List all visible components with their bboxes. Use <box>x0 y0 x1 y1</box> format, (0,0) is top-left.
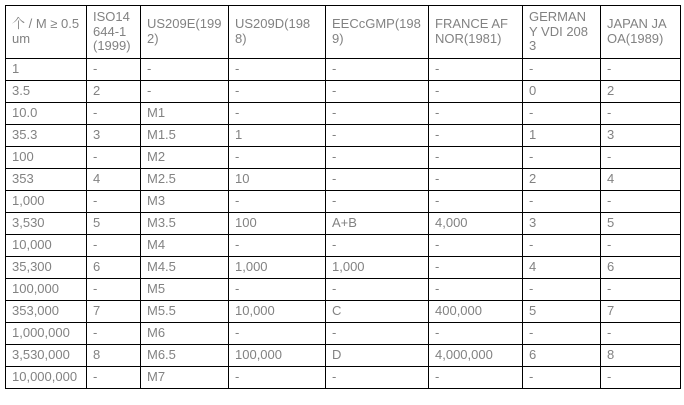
table-row <box>6 213 681 235</box>
table-cell: 5 <box>523 301 601 323</box>
table-cell: 10,000 <box>6 235 87 257</box>
table-row <box>6 59 681 81</box>
table-cell: 1,000 <box>6 191 87 213</box>
table-cell: M1 <box>141 103 229 125</box>
table-cell: 35,300 <box>6 257 87 279</box>
table-cell: 100 <box>6 147 87 169</box>
table-cell: - <box>141 81 229 103</box>
table-cell: - <box>326 235 429 257</box>
table-cell: 4 <box>87 169 141 191</box>
table-cell: - <box>601 191 681 213</box>
table-cell: - <box>429 367 523 389</box>
table-cell: - <box>429 125 523 147</box>
table-cell: 4,000 <box>429 213 523 235</box>
table-cell: - <box>601 59 681 81</box>
table-cell: 0 <box>523 81 601 103</box>
table-cell: M6.5 <box>141 345 229 367</box>
table-cell: 5 <box>601 213 681 235</box>
table-cell: - <box>229 147 326 169</box>
column-header-germany-vdi: GERMANY VDI 2083 <box>523 6 601 59</box>
table-row <box>6 367 681 389</box>
table-row <box>6 169 681 191</box>
table-cell: 10,000,000 <box>6 367 87 389</box>
table-row <box>6 257 681 279</box>
table-cell: 6 <box>523 345 601 367</box>
table-cell: 400,000 <box>429 301 523 323</box>
table-cell: 4 <box>523 257 601 279</box>
table-cell: 6 <box>87 257 141 279</box>
column-header-iso14644: ISO14644-1(1999) <box>87 6 141 59</box>
table-cell: - <box>601 279 681 301</box>
table-cell: 6 <box>601 257 681 279</box>
table-cell: 2 <box>87 81 141 103</box>
table-cell: - <box>326 367 429 389</box>
table-cell: - <box>523 279 601 301</box>
table-cell: - <box>326 169 429 191</box>
table-cell: 3,530 <box>6 213 87 235</box>
table-cell: M7 <box>141 367 229 389</box>
table-cell: - <box>523 59 601 81</box>
table-cell: 8 <box>87 345 141 367</box>
table-cell: - <box>229 323 326 345</box>
table-row <box>6 279 681 301</box>
table-cell: - <box>229 59 326 81</box>
table-cell: - <box>229 235 326 257</box>
table-cell: - <box>429 81 523 103</box>
table-cell: 3 <box>87 125 141 147</box>
column-header-us209e: US209E(1992) <box>141 6 229 59</box>
table-cell: M5 <box>141 279 229 301</box>
standards-comparison-table <box>5 5 681 389</box>
table-cell: D <box>326 345 429 367</box>
table-cell: - <box>601 235 681 257</box>
table-cell: - <box>326 59 429 81</box>
table-cell: 1 <box>229 125 326 147</box>
table-cell: - <box>523 191 601 213</box>
table-cell: - <box>326 103 429 125</box>
table-cell: - <box>429 279 523 301</box>
table-cell: - <box>87 235 141 257</box>
table-cell: - <box>326 323 429 345</box>
table-cell: M4 <box>141 235 229 257</box>
table-cell: - <box>523 147 601 169</box>
table-cell: 7 <box>601 301 681 323</box>
column-header-eec-cgmp: EECcGMP(1989) <box>326 6 429 59</box>
table-cell: - <box>141 59 229 81</box>
table-cell: M3.5 <box>141 213 229 235</box>
table-row <box>6 323 681 345</box>
table-cell: 8 <box>601 345 681 367</box>
table-row <box>6 125 681 147</box>
column-header-us209d: US209D(1988) <box>229 6 326 59</box>
table-cell: 100,000 <box>229 345 326 367</box>
table-cell: - <box>429 323 523 345</box>
table-cell: - <box>229 279 326 301</box>
table-cell: - <box>429 191 523 213</box>
table-cell: 1,000 <box>326 257 429 279</box>
table-cell: 353,000 <box>6 301 87 323</box>
table-cell: 1 <box>523 125 601 147</box>
table-cell: - <box>229 81 326 103</box>
table-cell: 1 <box>6 59 87 81</box>
table-row <box>6 345 681 367</box>
table-cell: - <box>523 323 601 345</box>
table-cell: - <box>601 323 681 345</box>
table-cell: - <box>601 147 681 169</box>
table-cell: 1,000 <box>229 257 326 279</box>
table-cell: - <box>229 103 326 125</box>
table-cell: 10.0 <box>6 103 87 125</box>
table-cell: 100 <box>229 213 326 235</box>
table-cell: - <box>429 235 523 257</box>
table-cell: 10 <box>229 169 326 191</box>
table-cell: - <box>429 257 523 279</box>
table-cell: 35.3 <box>6 125 87 147</box>
table-cell: - <box>429 59 523 81</box>
table-cell: - <box>601 367 681 389</box>
column-header-france-afnor: FRANCE AFNOR(1981) <box>429 6 523 59</box>
table-cell: - <box>429 147 523 169</box>
table-cell: 2 <box>523 169 601 191</box>
table-cell: - <box>523 235 601 257</box>
table-cell: - <box>326 81 429 103</box>
table-cell: - <box>429 169 523 191</box>
table-cell: - <box>87 147 141 169</box>
table-cell: - <box>87 323 141 345</box>
table-cell: 10,000 <box>229 301 326 323</box>
table-cell: 7 <box>87 301 141 323</box>
table-cell: - <box>87 279 141 301</box>
table-cell: - <box>326 279 429 301</box>
table-cell: 2 <box>601 81 681 103</box>
column-header-japan-jaoa: JAPAN JAOA(1989) <box>601 6 681 59</box>
table-cell: - <box>326 147 429 169</box>
table-row <box>6 147 681 169</box>
table-cell: - <box>601 103 681 125</box>
table-cell: M1.5 <box>141 125 229 147</box>
table-cell: M5.5 <box>141 301 229 323</box>
table-cell: - <box>326 125 429 147</box>
table-row <box>6 81 681 103</box>
table-cell: 3.5 <box>6 81 87 103</box>
table-cell: C <box>326 301 429 323</box>
table-cell: - <box>87 191 141 213</box>
header-row <box>6 6 681 59</box>
table-cell: M2.5 <box>141 169 229 191</box>
table-cell: - <box>429 103 523 125</box>
table-cell: 4 <box>601 169 681 191</box>
table-cell: 5 <box>87 213 141 235</box>
table-cell: M2 <box>141 147 229 169</box>
table-row <box>6 301 681 323</box>
table-cell: 1,000,000 <box>6 323 87 345</box>
table-cell: 100,000 <box>6 279 87 301</box>
table-cell: - <box>87 367 141 389</box>
table-cell: - <box>87 59 141 81</box>
page <box>0 5 684 405</box>
table-cell: 4,000,000 <box>429 345 523 367</box>
table-cell: A+B <box>326 213 429 235</box>
table-cell: M6 <box>141 323 229 345</box>
table-cell: - <box>326 191 429 213</box>
table-cell: - <box>87 103 141 125</box>
table-cell: 3,530,000 <box>6 345 87 367</box>
table-cell: 353 <box>6 169 87 191</box>
table-cell: M3 <box>141 191 229 213</box>
table-row <box>6 103 681 125</box>
table-cell: - <box>229 367 326 389</box>
table-cell: M4.5 <box>141 257 229 279</box>
table-cell: 3 <box>601 125 681 147</box>
table-cell: - <box>229 191 326 213</box>
table-row <box>6 191 681 213</box>
table-cell: - <box>523 103 601 125</box>
column-header-particle-count: 个 / M ≥ 0.5um <box>6 6 87 59</box>
table-cell: 3 <box>523 213 601 235</box>
table-row <box>6 235 681 257</box>
table-cell: - <box>523 367 601 389</box>
